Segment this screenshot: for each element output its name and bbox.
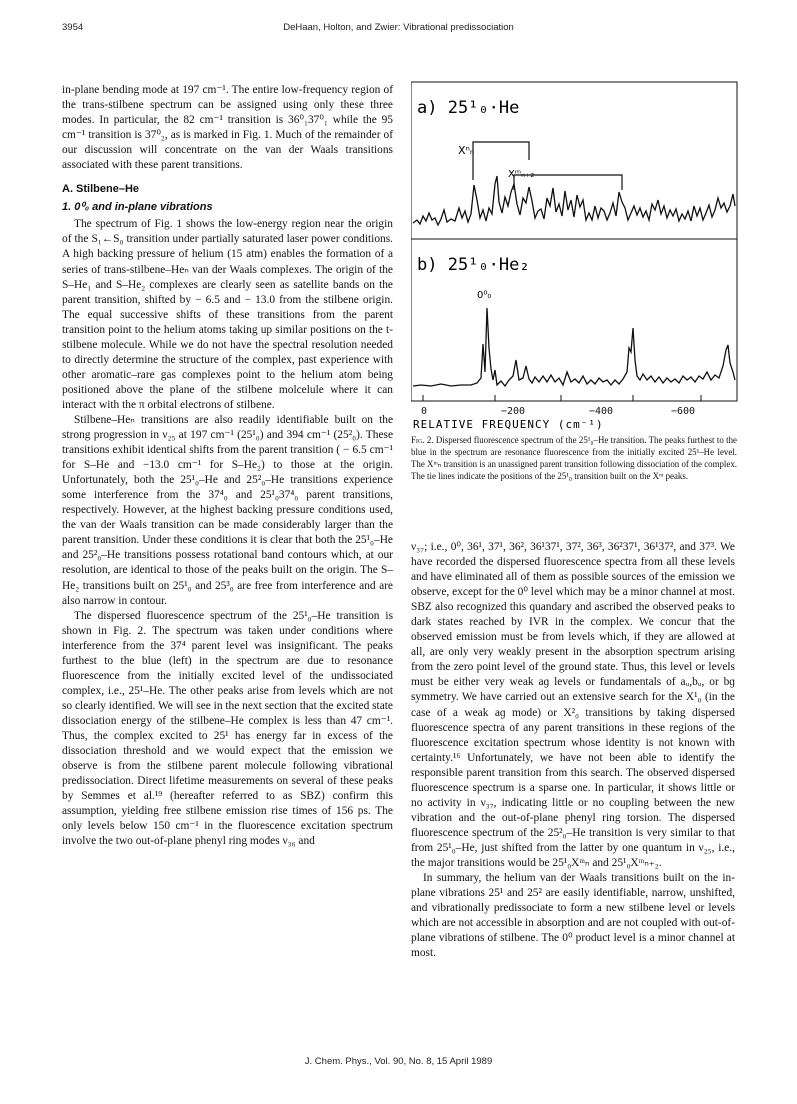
panel-a-label: a) 25¹₀·He xyxy=(417,98,520,118)
panel-b-label: b) 25¹₀·He₂ xyxy=(417,255,530,275)
caption-label: Fig. 2. xyxy=(411,435,434,445)
spectrum-trace-a xyxy=(413,176,735,225)
x-axis xyxy=(423,395,701,401)
subsection-heading: 1. 0⁰₀ and in-plane vibrations xyxy=(62,201,213,214)
label-xn2: Xᵐₙ₊₂ xyxy=(508,169,535,180)
x-axis-title: RELATIVE FREQUENCY (cm⁻¹) xyxy=(413,418,604,430)
label-xn: Xⁿₙ xyxy=(458,144,475,157)
x-tick-label: 0 xyxy=(421,406,428,417)
left-column xyxy=(62,83,393,849)
paragraph: in-plane bending mode at 197 cm⁻¹. The entire low-frequency region of the trans-stilbene spectrum can be assigned using only these three modes. In particular, the 82 cm⁻¹ transition is 36⁰₁37⁰₁ while the 95 cm⁻¹ transition is 37⁰₂, as is marked in Fig. 1. Much of the remainder of our discussion will concentrate on the van der Waals transitions associated with these parent transitions. xyxy=(62,84,393,172)
label-origin: 0⁰₀ xyxy=(477,290,492,301)
x-tick-label: −200 xyxy=(501,406,526,417)
page-header xyxy=(62,22,735,38)
paragraph: Stilbene–Heₙ transitions are also readily identifiable built on the strong progression in ν₂₅ at 197 cm⁻¹ (25¹₀) and 394 cm⁻¹ (25²₀). These transitions exhibit identical shifts from the parent transition ( − 6.5 cm⁻¹ for S–He and −13.0 cm⁻¹ for S–He₂) to those at the origin. Unfortunately, both the 25¹₀–He and 25²₀–He transitions experience some interference from the 37⁴₀ and 25¹₀37⁴₀ parent transitions, respectively. However, at the highest backing pressure conditions used, the van der Waals transition can be made considerably larger than the parent transition. Under these conditions it is clear that both the 25¹₀–He and 25²₀–He transitions possess rotational band contours which, at our resolution, are identical to those of the peaks built on the origin. The S–He₂ transitions built on 25¹₀ and 25³₀ are free from interference and are also narrow in contour. xyxy=(62,413,393,607)
spectrum-trace-b xyxy=(413,308,735,386)
running-title: DeHaan, Holton, and Zwier: Vibrational predissociation xyxy=(283,22,514,33)
page-number: 3954 xyxy=(62,22,84,33)
paragraph: The spectrum of Fig. 1 shows the low-energy region near the origin of the S₁←S₀ transition under partially saturated laser power conditions. A high backing pressure of helium (15 atm) enables the formation of a series of trans-stilbene–Heₙ van der Waals complexes. The origin of the S–He₁ and S–He₂ complexes are clearly seen as satellite bands on the parent transition, shifted by − 6.5 and − 13.0 from the stilbene origin. The equal successive shifts of these transitions from the parent transition point to the helium atoms taking up similar positions on the t-stilbene molecule. While we do not have the spectral resolution needed to directly determine the structure of the complex, past experience with other aromatic–rare gas complexes point to the helium atom being positioned above the plane of the stilbene molcelule where it can interact with the π orbital electrons of stilbene. xyxy=(62,218,393,411)
right-column xyxy=(411,540,735,961)
figure-caption xyxy=(411,434,737,482)
paragraph: In summary, the helium van der Waals transitions built on the in-plane vibrations 25¹ and 25² are easily identifiable, narrow, unshifted, and vibrationally predissociate to form a new stilbene level or levels which are not accessible in absorption and are not coupled with out-of-plane vibrations of stilbene. The 0⁰ product level is a minor channel at most. xyxy=(411,872,735,960)
section-heading: A. Stilbene–He xyxy=(62,183,140,196)
x-tick-label: −600 xyxy=(671,406,696,417)
paragraph: The dispersed fluorescence spectrum of the 25¹₀–He transition is shown in Fig. 2. The spectrum was taken under conditions where interference from the 37⁴ parent level was insignificant. The peaks furthest to the blue (left) in the spectrum are due to resonance fluorescence from the initially excited level of the undissociated complex, i.e., 25¹–He. The other peaks arise from levels which are not so clearly identified. We will see in the next section that the excited state dissociation energy of the stilbene–He complex is less than 47 cm⁻¹. Thus, the complex excited to 25¹ has energy far in excess of the dissociation threshold and we would expect that the emission we observe is from the stilbene parent molecule following vibrational predissociation. Direct lifetime measurements on several of these peaks by Semmes et al.¹⁹ (hereafter referred to as SBZ) confirm this assumption, yielding free stilbene emission rise times of 156 ps. The only levels below 150 cm⁻¹ in the fluorescence excitation spectrum involve the two out-of-plane phenyl ring modes ν₃₆ and xyxy=(62,609,393,848)
figure-2 xyxy=(411,80,741,430)
caption-text: Dispersed fluorescence spectrum of the 25¹₀–He transition. The peaks furthest to the blue in the spectrum are resonance fluorescence from the initially excited 25¹–He level. The Xᵐₙ transition is an unassigned parent transition following dissociation of the complex. The tie lines indicate the positions of the 25¹₀ transition built on the Xᵐ peaks. xyxy=(411,435,737,481)
paragraph: ν₃₇; i.e., 0⁰, 36¹, 37¹, 36², 36¹37¹, 37², 36³, 36²37¹, 36¹37², and 37³. We have recorded the dispersed fluorescence spectra from all these levels and have eliminated all of them as possible sources of the emission we observe, except for the 0⁰ level which may be a minor channel at most. SBZ also recognized this quandary and ascribed the observed peaks to dark states reached by IVR in the complex. We concur that the observed emission must be from levels which, if they are allowed at all, are only very weakly present in the absorption spectrum arising from the zero point level of the ground state. Thus, this level or levels must be either very weak aɡ levels or fundamentals of aᵤ,bᵤ, or bɡ symmetry. We have carried out an extensive search for the X¹₀ (in the case of a weak aɡ mode) or X²₀ transitions by taking dispersed fluorescence spectra of any parent transitions in these regions of the fluorescence excitation spectrum whose identity is not known with certainty.¹⁶ Unfortunately, we have not been able to identify the responsible parent transition from this search. The observed dispersed fluorescence spectrum is a sparse one. In particular, it shows little or no activity in ν₃₇, indicating little or no coupling between the new vibration and the out-of-plane phenyl ring torsion. The dispersed fluorescence spectrum of the 25²₀–He transition is very similar to that from 25¹₀–He, just shifted from the latter by one quantum in ν₂₅, i.e., the major transitions would be 25¹₀Xᵐₙ and 25¹₀Xᵐₙ₊₂. xyxy=(411,541,735,869)
spectrum-figure xyxy=(411,80,741,430)
page-footer: J. Chem. Phys., Vol. 90, No. 8, 15 April 1989 xyxy=(304,1056,493,1067)
x-tick-label: −400 xyxy=(589,406,614,417)
